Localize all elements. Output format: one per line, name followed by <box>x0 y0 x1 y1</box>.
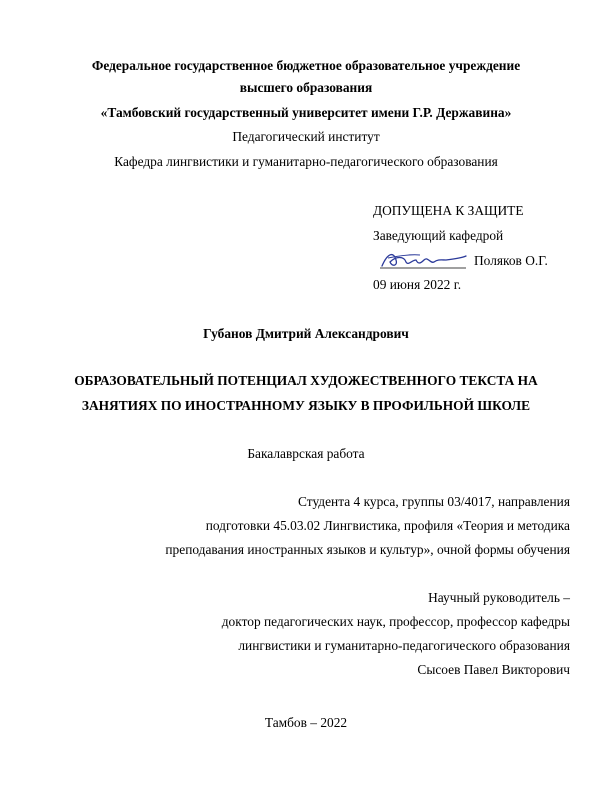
institute-name: Педагогический институт <box>232 129 380 144</box>
supervisor-department: лингвистики и гуманитарно-педагогического образования <box>238 638 570 653</box>
city-year: Тамбов – 2022 <box>264 715 348 730</box>
signature-image <box>374 248 470 274</box>
department-head-name: Поляков О.Г. <box>474 253 548 268</box>
student-info-line-3: преподавания иностранных языков и культур», очной формы обучения <box>165 542 570 557</box>
institution-line-1: Федеральное государственное бюджетное образовательное учреждение <box>91 58 521 73</box>
approval-date: 09 июня 2022 г. <box>373 277 462 292</box>
approval-status: ДОПУЩЕНА К ЗАЩИТЕ <box>373 203 524 218</box>
approval-role: Заведующий кафедрой <box>373 228 504 243</box>
author-name: Губанов Дмитрий Александрович <box>203 326 409 341</box>
university-name: «Тамбовский государственный университет имени Г.Р. Державина» <box>100 105 512 120</box>
thesis-title-line-1: ОБРАЗОВАТЕЛЬНЫЙ ПОТЕНЦИАЛ ХУДОЖЕСТВЕННОГО ТЕКСТА НА <box>74 373 538 388</box>
supervisor-label: Научный руководитель – <box>428 590 570 605</box>
department-name: Кафедра лингвистики и гуманитарно-педагогического образования <box>114 154 498 169</box>
student-info-line-1: Студента 4 курса, группы 03/4017, направления <box>298 494 570 509</box>
work-type: Бакалаврская работа <box>247 446 365 461</box>
supervisor-name: Сысоев Павел Викторович <box>417 662 570 677</box>
supervisor-degree: доктор педагогических наук, профессор, профессор кафедры <box>221 614 570 629</box>
institution-line-2: высшего образования <box>239 80 373 95</box>
thesis-title-line-2: ЗАНЯТИЯХ ПО ИНОСТРАННОМУ ЯЗЫКУ В ПРОФИЛЬНОЙ ШКОЛЕ <box>81 398 531 413</box>
student-info-line-2: подготовки 45.03.02 Лингвистика, профиля «Теория и методика <box>205 518 570 533</box>
